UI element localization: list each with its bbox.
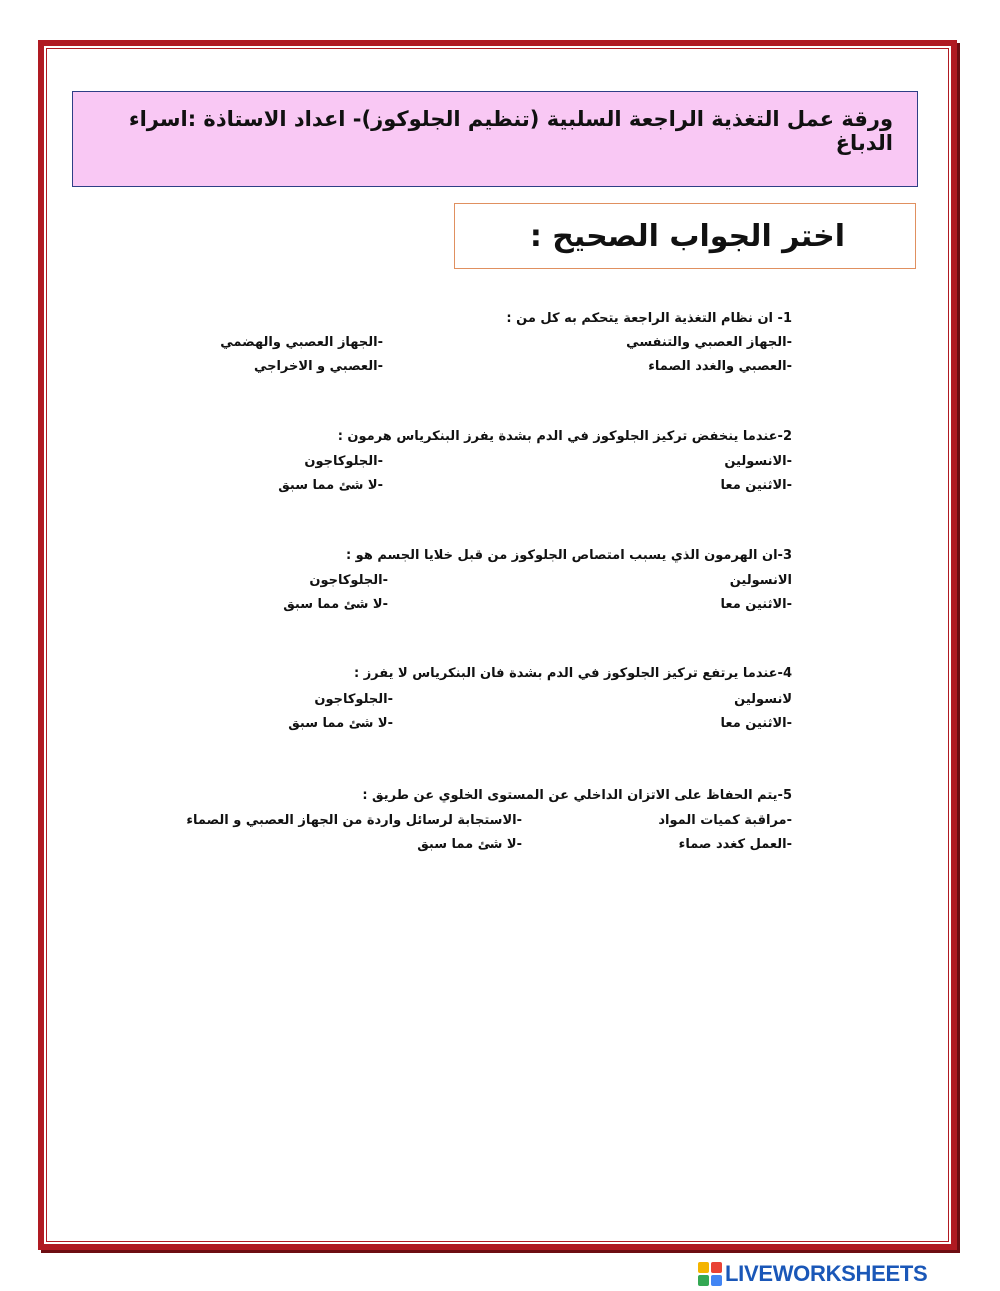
- question-2-option-a[interactable]: -الانسولين: [724, 454, 792, 469]
- question-4-option-c[interactable]: -الاثنين معا: [720, 716, 792, 731]
- instruction-text: اختر الجواب الصحيح :: [529, 218, 845, 254]
- question-2-option-c[interactable]: -الاثنين معا: [720, 478, 792, 493]
- liveworksheets-watermark: [698, 1260, 927, 1288]
- worksheet-title-box: [72, 91, 918, 187]
- question-1-text: 1- ان نظام التغذية الراجعة يتحكم به كل من :: [506, 311, 792, 326]
- question-2-option-d[interactable]: -لا شئ مما سبق: [278, 478, 383, 493]
- question-3-text: 3-ان الهرمون الذي يسبب امتصاص الجلوكوز من قبل خلايا الجسم هو :: [345, 548, 792, 563]
- instruction-box: [454, 203, 916, 269]
- question-2-text: 2-عندما ينخفض تركيز الجلوكوز في الدم بشدة يفرز البنكرياس هرمون :: [337, 429, 792, 444]
- question-3-option-a[interactable]: الانسولين: [729, 573, 792, 588]
- question-5-text: 5-يتم الحفاظ على الاتزان الداخلي عن المستوى الخلوي عن طريق :: [362, 788, 792, 803]
- question-4-option-b[interactable]: -الجلوكاجون: [314, 692, 393, 707]
- question-1-option-a[interactable]: -الجهاز العصبي والتنفسي: [626, 335, 792, 350]
- question-4-option-a[interactable]: لانسولين: [734, 692, 792, 707]
- question-1-option-b[interactable]: -الجهاز العصبي والهضمي: [220, 335, 383, 350]
- question-3-option-d[interactable]: -لا شئ مما سبق: [283, 597, 388, 612]
- question-4-text: 4-عندما يرتفع تركيز الجلوكوز في الدم بشدة فان البنكرياس لا يفرز :: [353, 666, 792, 681]
- question-4-option-d[interactable]: -لا شئ مما سبق: [288, 716, 393, 731]
- question-1-option-c[interactable]: -العصبي والغدد الصماء: [648, 359, 792, 374]
- worksheet-title: ورقة عمل التغذية الراجعة السلبية (تنظيم الجلوكوز)- اعداد الاستاذة :اسراء الدباغ: [128, 107, 893, 155]
- liveworksheets-brand-text: LIVEWORKSHEETS: [725, 1261, 928, 1286]
- question-3-option-b[interactable]: -الجلوكاجون: [309, 573, 388, 588]
- question-5-option-a[interactable]: -مراقبة كميات المواد: [658, 813, 792, 828]
- question-2-option-b[interactable]: -الجلوكاجون: [304, 454, 383, 469]
- question-5-option-d[interactable]: -لا شئ مما سبق: [417, 837, 522, 852]
- question-3-option-c[interactable]: -الاثنين معا: [720, 597, 792, 612]
- question-1-option-d[interactable]: -العصبي و الاخراجي: [253, 359, 383, 374]
- question-5-option-c[interactable]: -العمل كغدد صماء: [678, 837, 792, 852]
- question-5-option-b[interactable]: -الاستجابة لرسائل واردة من الجهاز العصبي و الصماء: [186, 813, 522, 828]
- liveworksheets-logo-icon: [698, 1262, 722, 1286]
